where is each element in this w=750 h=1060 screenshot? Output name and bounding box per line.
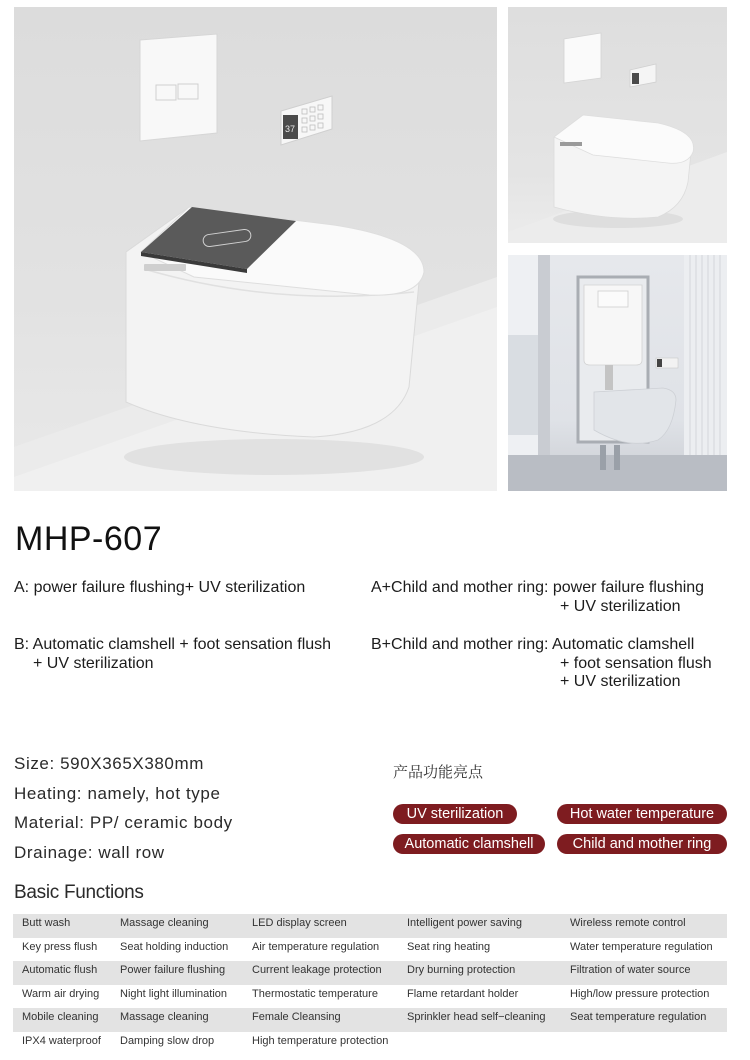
remote-display-value: 37 (285, 124, 296, 134)
table-cell: Sprinkler head self−cleaning (407, 1011, 546, 1023)
table-cell: Power failure flushing (120, 964, 226, 976)
table-cell: High/low pressure protection (570, 987, 710, 1000)
basic-functions-title: Basic Functions (14, 882, 144, 903)
table-cell: Current leakage protection (252, 964, 382, 976)
highlight-badge: UV sterilization (393, 804, 517, 824)
product-photo-main (14, 7, 497, 491)
variant-b-line: + UV sterilization (33, 654, 154, 672)
spec-heating: Heating: namely, hot type (14, 783, 221, 803)
variant-b-child-line: + UV sterilization (560, 673, 681, 690)
table-row (13, 985, 727, 1009)
spec-material: Material: PP/ ceramic body (14, 813, 233, 832)
variant-b-line: B: Automatic clamshell + foot sensation flush (14, 636, 332, 653)
table-row (13, 1008, 727, 1032)
spec-drainage: Drainage: wall row (14, 842, 165, 862)
variant-b-child-line: + foot sensation flush (560, 654, 712, 672)
table-cell: Intelligent power saving (407, 917, 522, 929)
highlight-badge: Child and mother ring (557, 834, 727, 854)
table-cell: Filtration of water source (570, 964, 691, 976)
table-cell: Warm air drying (22, 987, 100, 1000)
installation-illustration (508, 255, 727, 491)
variant-b-child-line: B+Child and mother ring: Automatic clamshell (371, 636, 695, 653)
table-row (13, 961, 727, 985)
product-photo-installation (508, 255, 727, 491)
table-cell: High temperature protection (252, 1034, 389, 1047)
table-cell: Dry burning protection (407, 964, 516, 976)
table-cell: Water temperature regulation (570, 940, 713, 953)
table-cell: Key press flush (22, 940, 98, 953)
table-cell: IPX4 waterproof (22, 1034, 101, 1047)
table-cell: Air temperature regulation (252, 940, 380, 953)
table-cell: Butt wash (22, 917, 71, 929)
table-cell: Automatic flush (22, 964, 98, 976)
variant-a-child-line: A+Child and mother ring: power failure flushing (371, 579, 705, 596)
highlights-title: 产品功能亮点 (393, 764, 484, 781)
variant-a-child-line: + UV sterilization (560, 597, 681, 615)
table-cell: Massage cleaning (120, 1011, 209, 1023)
table-cell: Damping slow drop (120, 1034, 215, 1047)
table-cell: Seat ring heating (407, 940, 491, 953)
variant-b (14, 636, 331, 673)
highlight-badge: Automatic clamshell (393, 834, 545, 854)
variant-a-line: A: power failure flushing+ UV sterilization (14, 579, 306, 596)
toilet-illustration (14, 7, 497, 491)
table-cell: Seat holding induction (120, 940, 229, 953)
table-row (13, 1032, 727, 1056)
highlight-badge: Hot water temperature (557, 804, 727, 824)
table-cell: Wireless remote control (570, 917, 686, 929)
table-cell: Seat temperature regulation (570, 1011, 707, 1023)
table-cell: Mobile cleaning (22, 1011, 99, 1023)
spec-size: Size: 590X365X380mm (14, 754, 205, 773)
table-cell: Thermostatic temperature (252, 987, 378, 1000)
variant-a-child-ring (371, 579, 704, 616)
table-cell: Flame retardant holder (407, 987, 519, 1000)
table-cell: LED display screen (252, 917, 347, 929)
toilet-illustration-small (508, 7, 727, 243)
table-cell: Night light illumination (120, 987, 227, 1000)
variant-b-child-ring (371, 636, 712, 692)
table-cell: Massage cleaning (120, 917, 209, 929)
spec-list (14, 749, 233, 867)
product-photo-side (508, 7, 727, 243)
table-row (13, 938, 727, 962)
basic-functions-table (13, 914, 727, 1055)
table-row (13, 914, 727, 938)
model-number: MHP-607 (15, 520, 163, 558)
table-cell: Female Cleansing (252, 1011, 341, 1023)
variant-a (14, 579, 305, 598)
